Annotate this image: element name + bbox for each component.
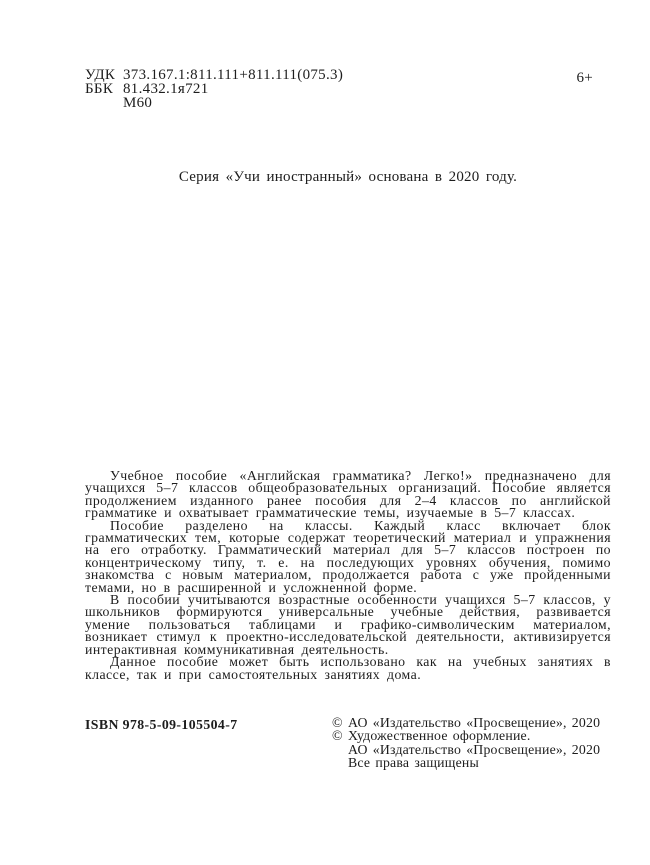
bbk-label: ББК <box>85 80 114 97</box>
annotation-block <box>85 470 611 681</box>
copyright-block <box>332 716 600 769</box>
udk-label: УДК <box>85 67 116 83</box>
copyright-line-1 <box>332 716 600 729</box>
copyright-symbol: © <box>332 728 343 744</box>
udk-value: 373.167.1:811.111+811.111(075.3) <box>123 67 344 83</box>
copyright-line-2 <box>332 729 600 742</box>
annotation-paragraph-3: В пособии учитываются возрастные особенности учащихся 5–7 классов, у школьников формируются универсальные учебные действия, развивается умение пользоваться таблицами и графико-символическим материалом, возникает стимул к проектно-исследовательской деятельности, активизируется интерактивная коммуникативная деятельность. <box>85 592 611 657</box>
copyright-text: АО «Издательство «Просвещение», 2020 <box>348 741 601 757</box>
annotation-paragraph-1: Учебное пособие «Английская грамматика? Легко!» предназначено для учащихся 5–7 классов общеобразовательных организаций. Пособие является продолжением изданного ранее пособия для 2–4 классов по английской грамматике и охватывает грамматические темы, изучаемые в 5–7 классах. <box>85 468 611 521</box>
age-rating-badge: 6+ <box>576 70 593 86</box>
copyright-text: АО «Издательство «Просвещение», 2020 <box>348 715 601 730</box>
copyright-line-3 <box>332 743 600 756</box>
series-note: Серия «Учи иностранный» основана в 2020 году. <box>178 169 518 185</box>
annotation-paragraph-4: Данное пособие может быть использовано как на учебных занятиях в классе, так и при самостоятельных занятиях дома. <box>85 654 611 682</box>
copyright-symbol: © <box>332 715 343 730</box>
bbk-value: 81.432.1я721 <box>123 80 209 97</box>
author-sign-row <box>85 94 343 111</box>
author-sign: М60 <box>123 94 153 111</box>
isbn: ISBN 978-5-09-105504-7 <box>85 717 238 732</box>
copyright-line-4 <box>332 756 600 769</box>
classification-block <box>85 69 343 110</box>
author-sign-spacer <box>85 97 123 111</box>
copyright-symbol-spacer <box>332 743 348 756</box>
copyright-text: Все права защищены <box>348 754 479 770</box>
copyright-text: Художественное оформление. <box>348 728 531 744</box>
annotation-paragraph-2: Пособие разделено на классы. Каждый класс включает блок грамматических тем, которые содержат теоретический материал и упражнения на его отработку. Грамматический материал для 5–7 классов построен по концентрическому типу, т. е. на последующих уровнях обучения, помимо знакомства с новым материалом, продолжается работа с уже пройденными темами, но в расширенной и усложненной форме. <box>85 517 611 595</box>
copyright-symbol-spacer <box>332 756 348 769</box>
